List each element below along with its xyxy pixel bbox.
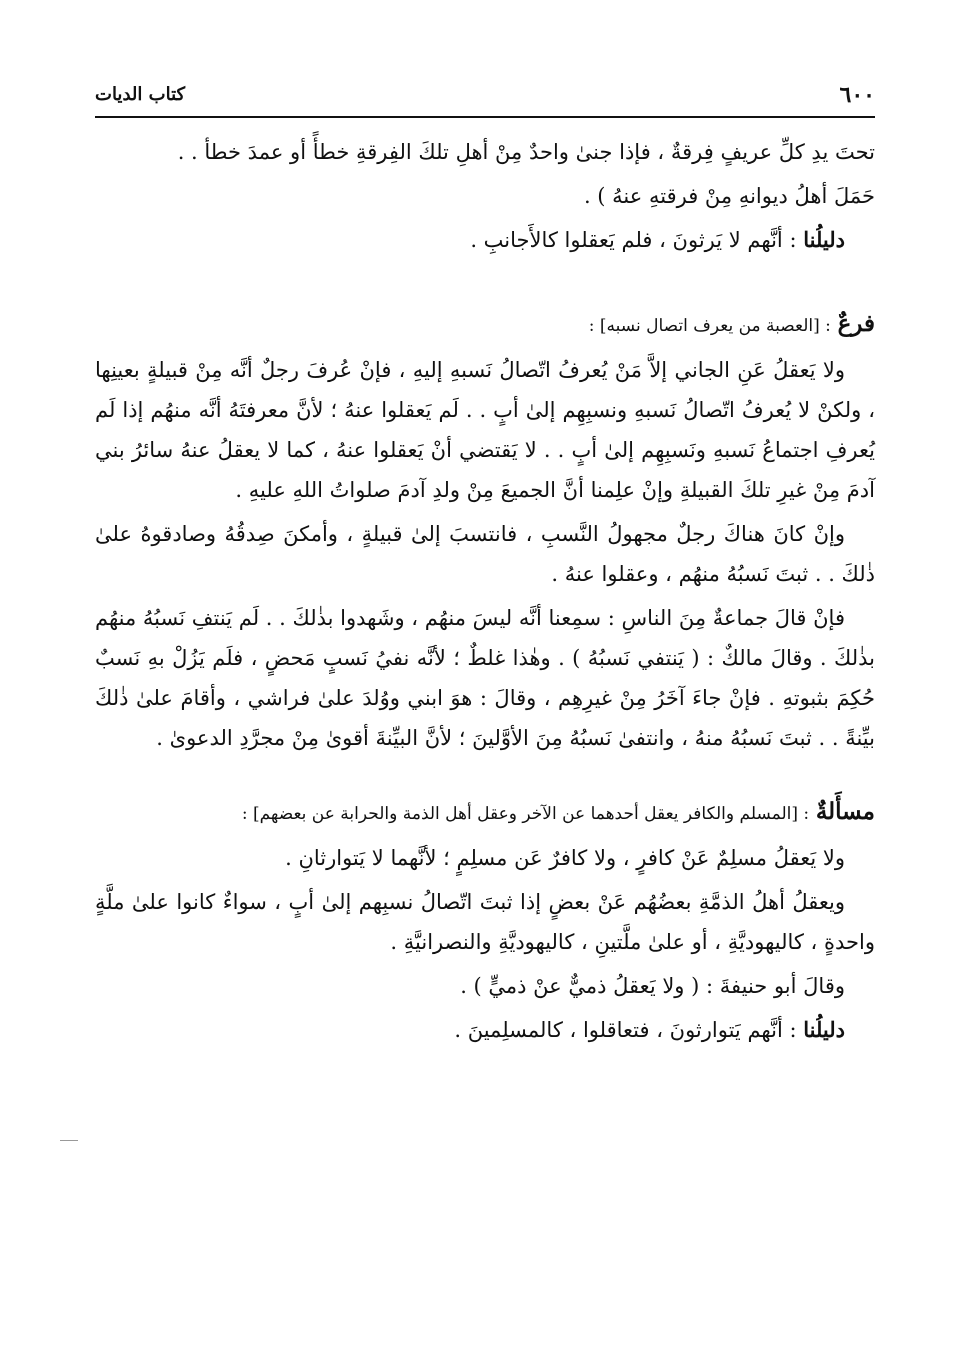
intro-proof-text: : أنَّهم لا يَرثونَ ، فلم يَعقلوا كالأَجانبِ . bbox=[470, 228, 797, 252]
intro-proof bbox=[95, 220, 875, 260]
section-gap bbox=[95, 264, 875, 304]
section-heading-masala bbox=[95, 792, 875, 834]
far-paragraph-2: وإنْ كانَ هناكَ رجلٌ مجهولُ النَّسبِ ، فانتسبَ إلىٰ قبيلةٍ ، وأمكنَ صِدقُهُ وصادقوهُ علىٰ ذٰلكَ . . ثبتَ نَسبُهُ منهُم ، وعقلوا عنهُ . bbox=[95, 522, 875, 586]
book-page bbox=[95, 78, 875, 1054]
page-number: ٦٠٠ bbox=[839, 82, 875, 108]
page-header bbox=[95, 78, 875, 118]
masala-proof-text: : أنَّهم يَتوارثونَ ، فتعاقلوا ، كالمسلِمينَ . bbox=[454, 1018, 797, 1042]
masala-proof bbox=[95, 1010, 875, 1050]
margin-mark bbox=[60, 1140, 78, 1141]
page-body bbox=[95, 132, 875, 1050]
masala-paragraph-2: ويعقلُ أهلُ الذمَّةِ بعضُهُم عَنْ بعضٍ إذا ثبتَ اتّصالُ نسبِهم إلىٰ أبٍ ، سواءٌ كانوا علىٰ ملَّةٍ واحدةٍ ، كاليهوديَّةِ ، أو علىٰ ملَّتينِ ، كاليهوديَّةِ والنصرانيَّةِ . bbox=[95, 890, 875, 954]
running-title: كتاب الديات bbox=[95, 84, 186, 105]
far-heading-topic: : [العصبة من يعرف اتصال نسبه] : bbox=[588, 316, 831, 336]
far-paragraph-1: ولا يَعقلُ عَنِ الجاني إلاَّ مَنْ يُعرفُ اتّصالُ نَسبهِ إليهِ ، فإنْ عُرفَ رجلٌ أنَّه مِنْ قبيلةٍ بعينِها ، ولكنْ لا يُعرفُ اتّصالُ نَسبهِ ونسبِهِم إلىٰ أبٍ . . لَم يَعقلوا عنهُ ؛ لأنَّ معرفتَهُ أنَّه منهُم إذا لَم يُعرفِ اجتماعُ نَسبهِ ونَسبِهِم إلىٰ أبٍ . . لا يَقتضي أنْ يَعقلوا عنهُ ، كما لا يعقلُ عنهُ سائرُ بني آدمَ مِنْ غيرِ تلكَ القبيلةِ وإنْ علِمنا أنَّ الجميعَ مِنْ ولدِ آدمَ صلواتُ اللهِ عليهِ . bbox=[95, 358, 875, 502]
masala-proof-label: دليلُنا bbox=[803, 1017, 845, 1042]
masala-paragraph-3: وقالَ أبو حنيفةَ : ( ولا يَعقلُ ذميٌّ عنْ ذميٍّ ) . bbox=[460, 974, 845, 998]
intro-line-2: حَمَلَ أهلُ ديوانهِ مِنْ فرقتهِ عنهُ ) . bbox=[583, 184, 875, 208]
masala-paragraph-1: ولا يَعقلُ مسلِمٌ عَنْ كافرٍ ، ولا كافرٌ عَن مسلِمٍ ؛ لأنَّهما لا يَتوارثانِ . bbox=[285, 846, 845, 870]
masala-heading-word: مسأَلةٌ bbox=[815, 798, 875, 825]
section-heading-far bbox=[95, 304, 875, 346]
masala-heading-topic: : [المسلم والكافر يعقل أحدهما عن الآخر وعقل أهل الذمة والحرابة عن بعضهم] : bbox=[241, 804, 810, 824]
intro-proof-label: دليلُنا bbox=[803, 227, 845, 252]
far-paragraph-3: فإنْ قالَ جماعةٌ مِنَ الناسِ : سمِعنا أنَّه ليسَ منهُم ، وشَهدوا بذٰلكَ . . لَم يَنتفِ نَسبُهُ منهُم بذٰلكَ . وقالَ مالكٌ : ( يَنتفي نَسبُهُ ) . وهٰذا غلطٌ ؛ لأنَّه نفيُ نَسبٍ مَحضٍ ، فلَم يَزُلْ بهِ نَسبٌ حُكِمَ بثبوتهِ . فإنْ جاءَ آخَرُ مِنْ غيرِهِم ، وقالَ : هوَ ابني ووُلدَ علىٰ فراشي ، وأقامَ علىٰ ذٰلكَ بيِّنةً . . ثبتَ نَسبُهُ منهُ ، وانتفىٰ نَسبُهُ مِنَ الأوَّلينَ ؛ لأنَّ البيِّنةَ أقوىٰ مِنْ مجرَّدِ الدعوىٰ . bbox=[95, 606, 875, 750]
far-heading-word: فرعٌ bbox=[837, 310, 875, 337]
section-gap bbox=[95, 762, 875, 792]
intro-line-1: تحتَ يدِ كلِّ عريفٍ فِرقةٌ ، فإذا جنىٰ واحدٌ مِنْ أهلِ تلكَ الفِرقةِ خطأً أو عمدَ خطأ . . bbox=[177, 140, 875, 164]
